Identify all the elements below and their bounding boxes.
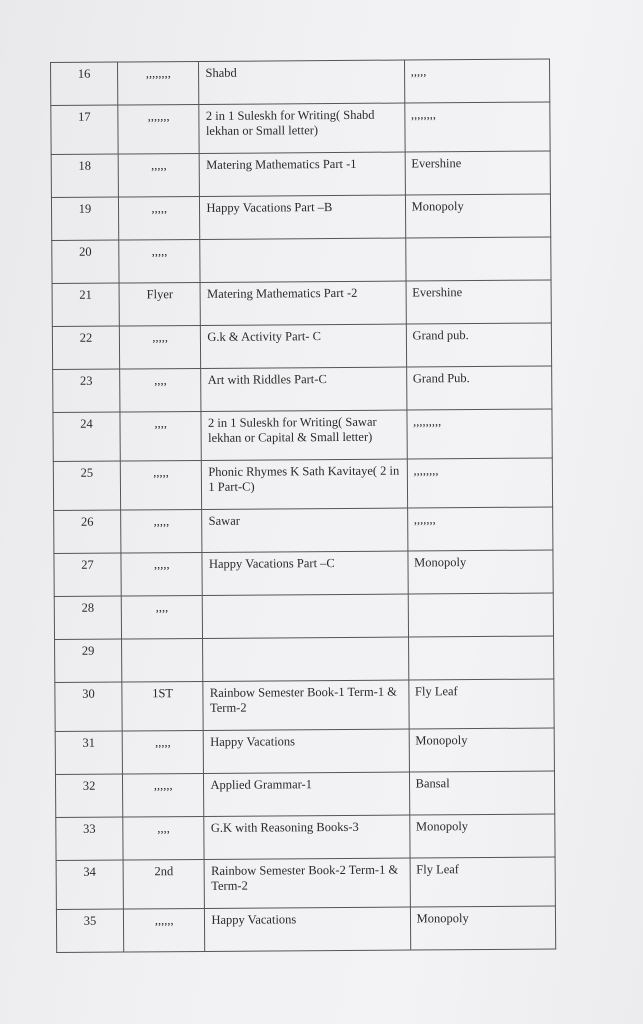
class-cell: ,,,, <box>121 595 203 639</box>
table-row <box>55 636 554 682</box>
class-cell: 1ST <box>122 681 204 731</box>
class-cell: ,,,,, <box>118 153 200 197</box>
class-cell: ,,,,, <box>119 325 201 369</box>
row-number-cell: 32 <box>55 774 122 817</box>
table-row <box>55 679 554 731</box>
table-row <box>53 409 552 461</box>
publisher-cell: Grand pub. <box>406 323 552 367</box>
table-row <box>54 593 553 639</box>
row-number-cell: 16 <box>51 62 118 105</box>
table-row <box>55 728 554 774</box>
publisher-cell: Evershine <box>405 151 551 195</box>
class-cell: ,,,,, <box>121 509 203 553</box>
publisher-cell: ,,,,,,,, <box>407 458 553 508</box>
book-title-cell: Sawar <box>202 508 407 552</box>
class-cell: ,,,,, <box>118 196 200 240</box>
table-row <box>56 906 555 952</box>
book-title-cell <box>200 238 405 282</box>
class-cell: Flyer <box>119 282 201 326</box>
publisher-cell: ,,,,,,,, <box>404 102 550 152</box>
table-row <box>51 59 550 105</box>
row-number-cell: 19 <box>51 197 118 240</box>
row-number-cell: 33 <box>56 817 123 860</box>
row-number-cell: 28 <box>54 596 121 639</box>
class-cell: ,,,,, <box>121 552 203 596</box>
publisher-cell: Monopoly <box>405 194 551 238</box>
class-cell: ,,,, <box>120 411 202 461</box>
row-number-cell: 25 <box>53 461 120 510</box>
table-body <box>51 59 556 952</box>
book-title-cell: Art with Riddles Part-C <box>201 367 406 411</box>
book-title-cell: 2 in 1 Suleskh for Writing( Shabd lekhan or Small letter) <box>199 103 404 153</box>
book-title-cell: G.K with Reasoning Books-3 <box>204 815 409 859</box>
class-cell: ,,,,,, <box>122 773 204 817</box>
row-number-cell: 26 <box>54 510 121 553</box>
book-title-cell: Happy Vacations <box>205 907 410 951</box>
book-list-table <box>50 59 556 953</box>
row-number-cell: 24 <box>53 412 120 461</box>
row-number-cell: 20 <box>52 240 119 283</box>
row-number-cell: 30 <box>55 682 122 731</box>
table-row <box>54 550 553 596</box>
table-row <box>53 458 552 510</box>
publisher-cell: ,,,,, <box>404 59 550 103</box>
publisher-cell: Monopoly <box>409 814 555 858</box>
publisher-cell: Grand Pub. <box>406 366 552 410</box>
publisher-cell <box>408 593 554 637</box>
table-row <box>52 323 551 369</box>
book-title-cell: Happy Vacations Part –B <box>200 195 405 239</box>
book-title-cell: G.k & Activity Part- C <box>201 324 406 368</box>
row-number-cell: 29 <box>55 639 122 682</box>
row-number-cell: 34 <box>56 860 123 909</box>
row-number-cell: 31 <box>55 731 122 774</box>
publisher-cell: Evershine <box>406 280 552 324</box>
class-cell: ,,,,,, <box>123 908 205 952</box>
table-row <box>53 366 552 412</box>
row-number-cell: 21 <box>52 283 119 326</box>
table-row <box>51 102 550 154</box>
publisher-cell <box>405 237 551 281</box>
row-number-cell: 17 <box>51 105 118 154</box>
table-row <box>52 280 551 326</box>
table-row <box>56 814 555 860</box>
publisher-cell: Monopoly <box>410 906 556 950</box>
class-cell: ,,,, <box>120 368 202 412</box>
book-title-cell: Shabd <box>199 60 404 104</box>
row-number-cell: 23 <box>53 369 120 412</box>
table-row <box>52 237 551 283</box>
publisher-cell: ,,,,,,, <box>407 507 553 551</box>
row-number-cell: 27 <box>54 553 121 596</box>
class-cell: 2nd <box>123 859 205 909</box>
class-cell: ,,,,, <box>122 730 204 774</box>
publisher-cell: Monopoly <box>408 550 554 594</box>
class-cell: ,,,,, <box>120 460 202 510</box>
table-row <box>54 507 553 553</box>
class-cell: ,,,,,,,, <box>118 61 200 105</box>
row-number-cell: 35 <box>56 909 123 952</box>
book-title-cell: Matering Mathematics Part -1 <box>200 152 405 196</box>
publisher-cell: Bansal <box>409 771 555 815</box>
row-number-cell: 22 <box>52 326 119 369</box>
class-cell: ,,,, <box>123 816 205 860</box>
publisher-cell: Fly Leaf <box>408 679 554 729</box>
class-cell: ,,,,,,, <box>118 104 200 154</box>
publisher-cell: Monopoly <box>409 728 555 772</box>
publisher-cell: ,,,,,,,,, <box>407 409 553 459</box>
book-title-cell: Rainbow Semester Book-1 Term-1 & Term-2 <box>203 680 408 730</box>
publisher-cell: Fly Leaf <box>410 857 556 907</box>
row-number-cell: 18 <box>51 154 118 197</box>
table-row <box>56 857 555 909</box>
book-title-cell: 2 in 1 Suleskh for Writing( Sawar lekhan or Capital & Small letter) <box>201 410 406 460</box>
class-cell <box>122 638 204 682</box>
book-title-cell: Rainbow Semester Book-2 Term-1 & Term-2 <box>205 858 410 908</box>
book-title-cell <box>203 637 408 681</box>
publisher-cell <box>408 636 554 680</box>
book-title-cell: Matering Mathematics Part -2 <box>200 281 405 325</box>
book-title-cell: Happy Vacations Part –C <box>202 551 407 595</box>
table-row <box>55 771 554 817</box>
book-title-cell: Phonic Rhymes K Sath Kavitaye( 2 in 1 Part-C) <box>202 459 407 509</box>
class-cell: ,,,,, <box>119 239 201 283</box>
book-title-cell: Happy Vacations <box>204 729 409 773</box>
book-title-cell: Applied Grammar-1 <box>204 772 409 816</box>
table-row <box>51 151 550 197</box>
table-row <box>51 194 550 240</box>
book-title-cell <box>203 594 408 638</box>
